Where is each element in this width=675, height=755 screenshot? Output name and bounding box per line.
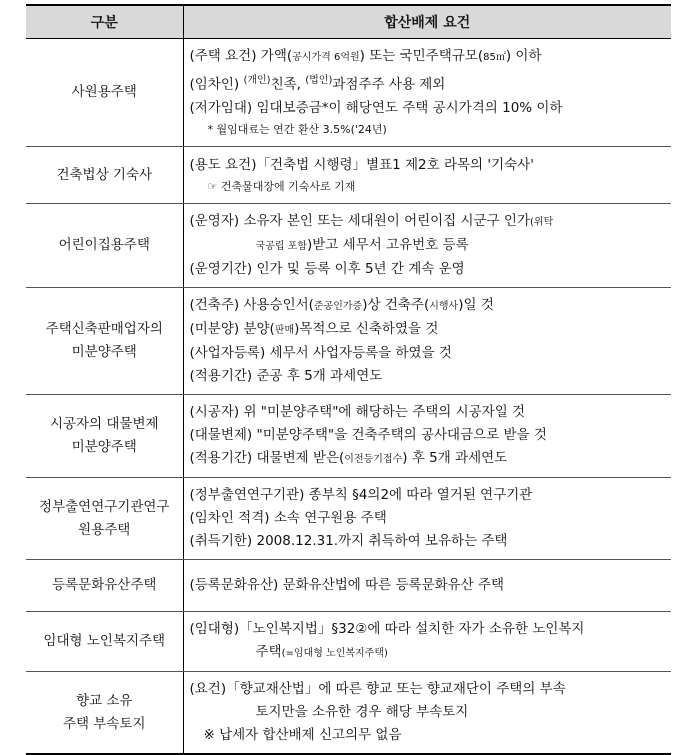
requirements-cell [183,560,671,612]
table-row [26,395,671,478]
requirement-line: (미분양) 분양(판매)목적으로 신축하였을 것 [189,321,439,337]
requirement-line: (정부출연연구기관) 종부칙 §4의2에 따라 열거된 연구기관 [189,487,533,503]
requirement-line: (대물변제) "미분양주택"을 건축주택의 공사대금으로 받을 것 [189,427,547,443]
table-header-row [26,5,671,39]
category-cell: 정부출연연구기관연구 원용주택 [26,478,183,560]
requirement-line: (등록문화유산) 문화유산법에 따른 등록문화유산 주택 [189,577,505,593]
category-cell: 향교 소유 주택 부속토지 [26,672,183,755]
requirements-cell [183,39,671,147]
category-cell: 건축법상 기숙사 [26,147,183,204]
requirement-line: (임대형)「노인복지법」§32②에 따라 설치한 자가 소유한 노인복지 [189,621,585,637]
requirement-line: (취득기한) 2008.12.31.까지 취득하여 보유하는 주택 [189,533,508,549]
requirement-line: (운영기간) 인가 및 등록 이후 5년 간 계속 운영 [189,261,465,277]
requirement-line: (시공자) 위 "미분양주택"에 해당하는 주택의 시공자일 것 [189,404,526,420]
requirements-cell [183,478,671,560]
requirement-line: (용도 요건)「건축법 시행령」별표1 제2호 라목의 '기숙사' [189,156,534,173]
requirement-line: 토지만을 소유한 경우 해당 부속토지 [255,704,469,720]
exclusion-table [26,4,671,755]
requirement-line: (운영자) 소유자 본인 또는 세대원이 어린이집 시군구 인가(위탁 [189,213,554,229]
requirements-cell [183,395,671,478]
table-row [26,612,671,672]
category-cell: 임대형 노인복지주택 [26,612,183,672]
requirement-line: (요건)「향교재산법」에 따른 향교 또는 향교재단이 주택의 부속 [189,681,566,697]
requirement-line: 주택(=임대형 노인복지주택) [255,644,388,660]
footnote: ☞ 건축물대장에 기숙사로 기재 [207,179,356,193]
table-row [26,39,671,147]
requirements-cell [183,204,671,288]
table-row [26,478,671,560]
header-category: 구분 [26,5,183,39]
category-cell: 시공자의 대물변제 미분양주택 [26,395,183,478]
requirements-cell [183,288,671,395]
requirements-cell [183,612,671,672]
requirements-cell [183,147,671,204]
category-cell: 주택신축판매업자의 미분양주택 [26,288,183,395]
requirement-line: (적용기간) 대물변제 받은(이전등기접수) 후 5개 과세연도 [189,450,508,466]
requirement-line: ※ 납세자 합산배제 신고의무 없음 [203,727,402,743]
table-row [26,560,671,612]
requirement-line: (사업자등록) 세무서 사업자등록을 하였을 것 [189,345,452,361]
footnote: * 월임대료는 연간 환산 3.5%('24년) [207,122,387,136]
requirement-line: (임차인 적격) 소속 연구원용 주택 [189,510,387,526]
requirement-line: (주택 요건) 가액(공시가격 6억원) 또는 국민주택규모(85㎡) 이하 [189,48,542,65]
requirement-line: (저가임대) 임대보증금*이 해당연도 주택 공시가격의 10% 이하 [189,99,563,116]
category-cell: 사원용주택 [26,39,183,147]
table-row [26,204,671,288]
category-cell: 어린이집용주택 [26,204,183,288]
category-cell: 등록문화유산주택 [26,560,183,612]
table-row [26,147,671,204]
table-row [26,288,671,395]
requirement-line: (임차인) $^{(개인)}$친족, $^{(법인)}$과점주주 사용 제외 [189,75,446,93]
requirement-line: 국공립 포함)받고 세무서 고유번호 등록 [255,237,469,253]
header-requirements: 합산배제 요건 [183,5,671,39]
requirement-line: (적용기간) 준공 후 5개 과세연도 [189,368,383,384]
requirement-line: (건축주) 사용승인서(준공인가증)상 건축주(시행사)일 것 [189,297,494,313]
